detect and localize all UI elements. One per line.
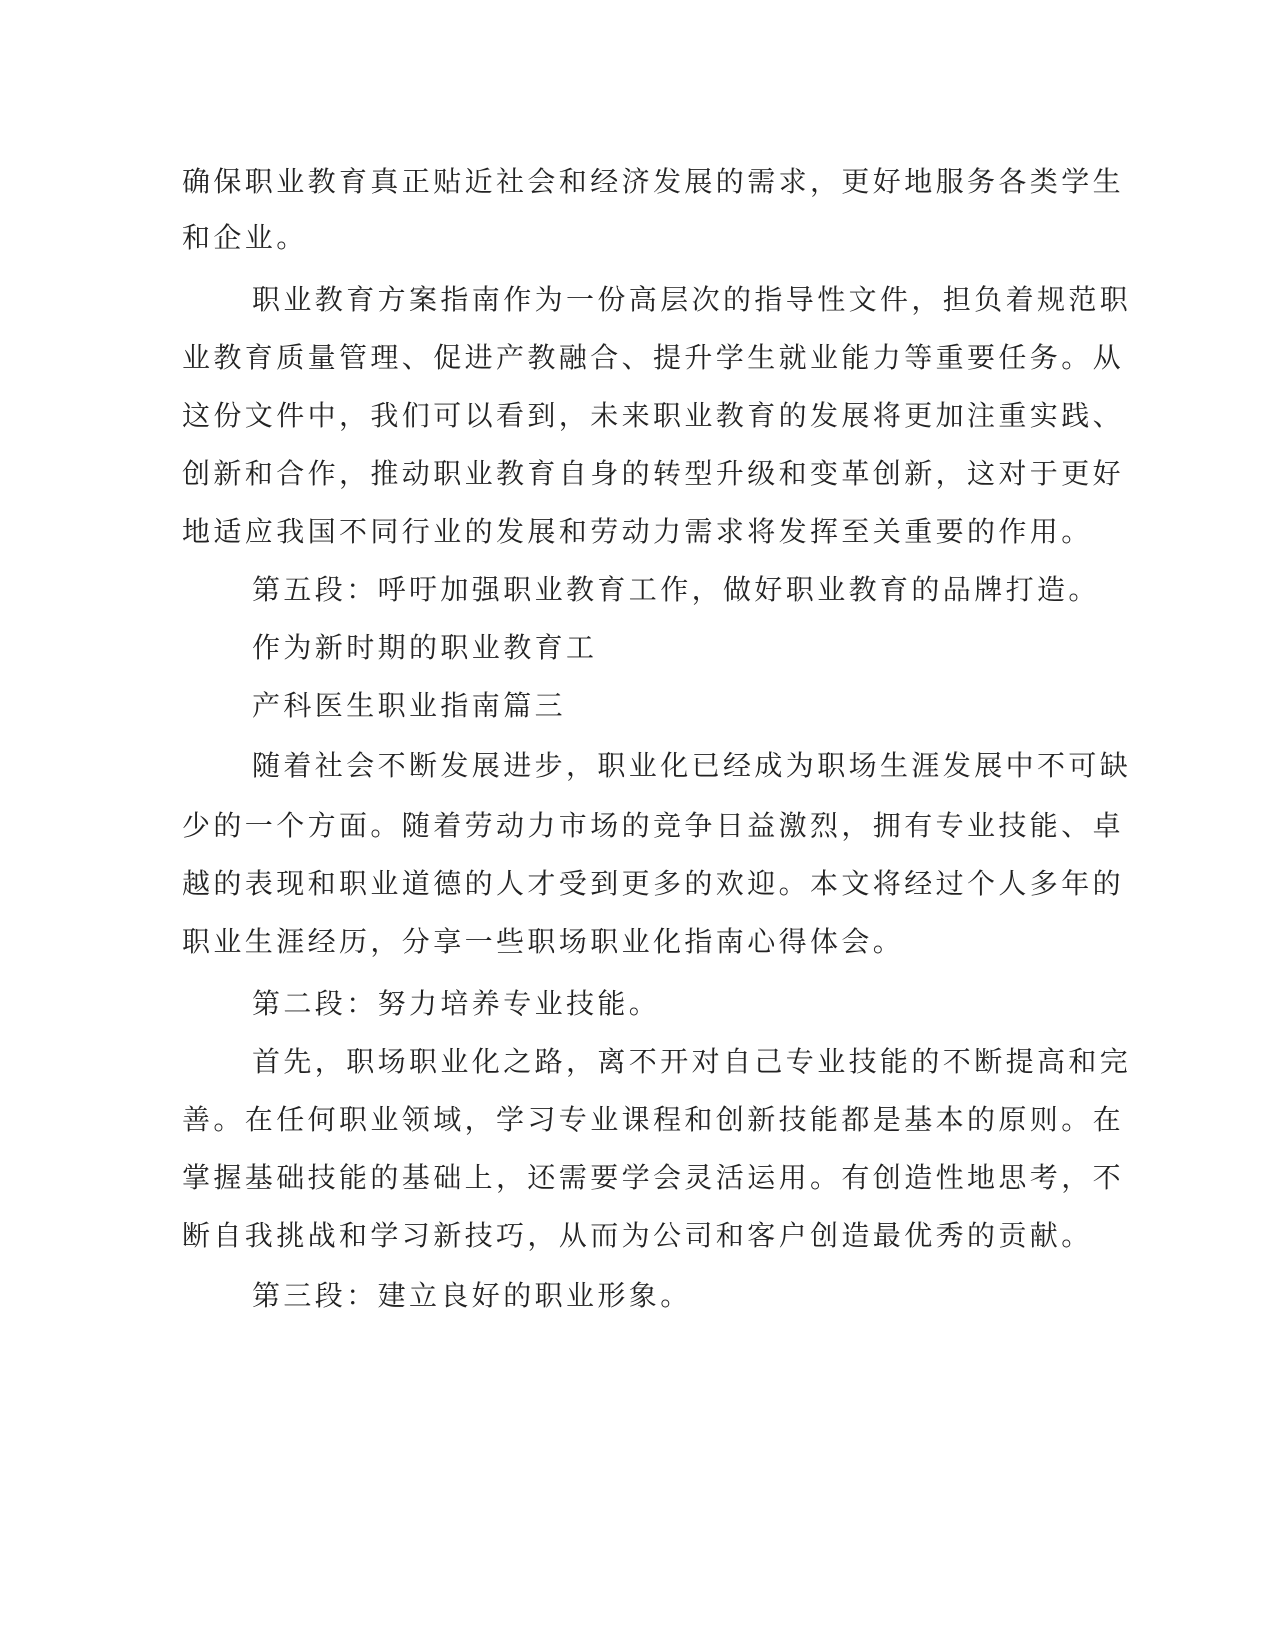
text-line: 善。在任何职业领域，学习专业课程和创新技能都是基本的原则。在 [182,1103,1125,1136]
section-heading: 第三段：建立良好的职业形象。 [252,1279,692,1312]
text-line: 职业生涯经历，分享一些职场职业化指南心得体会。 [182,925,905,958]
text-line: 创新和合作，推动职业教育自身的转型升级和变革创新，这对于更好 [182,457,1125,490]
paragraph-first-line: 职业教育方案指南作为一份高层次的指导性文件，担负着规范职 [252,283,1132,316]
text-line: 作为新时期的职业教育工 [252,631,598,664]
paragraph-first-line: 随着社会不断发展进步，职业化已经成为职场生涯发展中不可缺 [252,749,1132,782]
text-line: 地适应我国不同行业的发展和劳动力需求将发挥至关重要的作用。 [182,515,1093,548]
text-line: 断自我挑战和学习新技巧，从而为公司和客户创造最优秀的贡献。 [182,1219,1093,1252]
section-heading: 第二段：努力培养专业技能。 [252,987,661,1020]
text-line: 业教育质量管理、促进产教融合、提升学生就业能力等重要任务。从 [182,341,1125,374]
text-line: 确保职业教育真正贴近社会和经济发展的需求，更好地服务各类学生 [182,165,1125,198]
text-line: 掌握基础技能的基础上，还需要学会灵活运用。有创造性地思考，不 [182,1161,1125,1194]
section-heading: 第五段：呼吁加强职业教育工作，做好职业教育的品牌打造。 [252,573,1100,606]
text-line: 这份文件中，我们可以看到，未来职业教育的发展将更加注重实践、 [182,399,1125,432]
article-title: 产科医生职业指南篇三 [252,689,567,722]
text-line: 少的一个方面。随着劳动力市场的竞争日益激烈，拥有专业技能、卓 [182,809,1125,842]
paragraph-first-line: 首先，职场职业化之路，离不开对自己专业技能的不断提高和完 [252,1045,1132,1078]
text-line: 越的表现和职业道德的人才受到更多的欢迎。本文将经过个人多年的 [182,867,1125,900]
text-line: 和企业。 [182,221,308,254]
